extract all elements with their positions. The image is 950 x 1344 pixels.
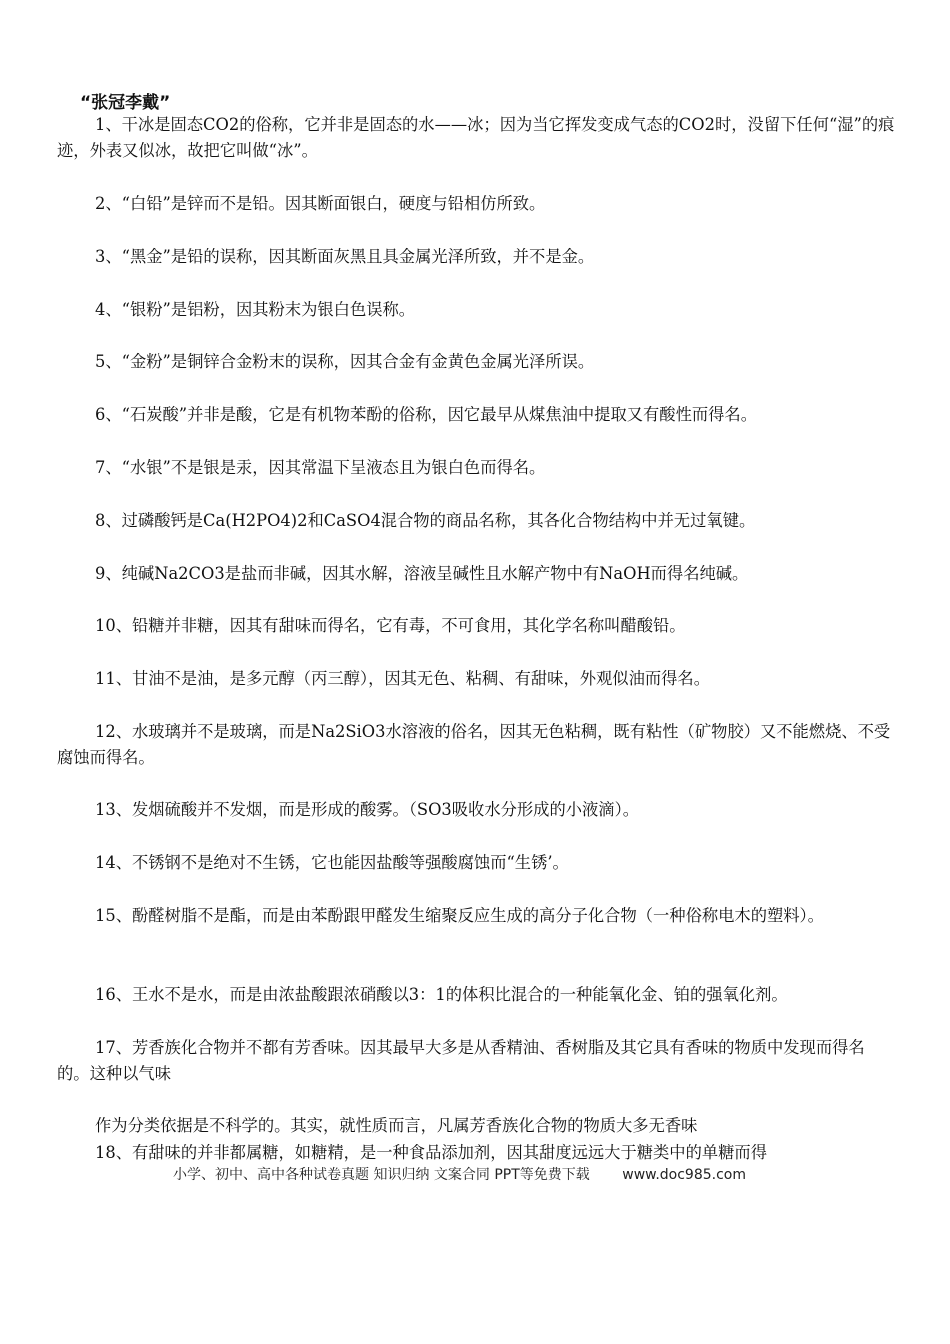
paragraph-15: 15、酚醛树脂不是酯，而是由苯酚跟甲醛发生缩聚反应生成的高分子化合物（一种俗称电木的塑料）。 — [95, 906, 824, 925]
paragraph-16: 16、王水不是水，而是由浓盐酸跟浓硝酸以3：1的体积比混合的一种能氧化金、铂的强氧化剂。 — [95, 985, 788, 1004]
paragraph-9: 9、纯碱Na2CO3是盐而非碱，因其水解，溶液呈碱性且水解产物中有NaOH而得名纯碱。 — [95, 564, 749, 583]
paragraph-7: 7、“水银”不是银是汞，因其常温下呈液态且为银白色而得名。 — [95, 458, 546, 477]
paragraph-13: 13、发烟硫酸并不发烟，而是形成的酸雾。（SO3吸收水分形成的小液滴）。 — [95, 800, 640, 819]
paragraph-14: 14、不锈钢不是绝对不生锈，它也能因盐酸等强酸腐蚀而“生锈’。 — [95, 853, 569, 872]
paragraph-10: 10、铅糖并非糖，因其有甜味而得名，它有毒，不可食用，其化学名称叫醋酸铅。 — [95, 616, 686, 635]
page-footer — [173, 1164, 746, 1184]
footer-text: 小学、初中、高中各种试卷真题 知识归纳 文案合同 PPT等免费下载 — [173, 1167, 590, 1183]
paragraph-8: 8、过磷酸钙是Ca(H2PO4)2和CaSO4混合物的商品名称，其各化合物结构中并无过氧键。 — [95, 511, 756, 530]
paragraph-18: 18、有甜味的并非都属糖，如糖精，是一种食品添加剂，因其甜度远远大于糖类中的单糖而得 — [95, 1143, 767, 1162]
paragraph-3: 3、“黑金”是铅的误称，因其断面灰黑且具金属光泽所致，并不是金。 — [95, 247, 595, 266]
paragraph-4: 4、“银粉”是铝粉，因其粉末为银白色误称。 — [95, 300, 416, 319]
paragraph-5: 5、“金粉”是铜锌合金粉末的误称，因其合金有金黄色金属光泽所误。 — [95, 352, 595, 371]
paragraph-12: 12、水玻璃并不是玻璃，而是Na2SiO3水溶液的俗名，因其无色粘稠，既有粘性（矿物胶）又不能燃烧、不受腐蚀而得名。 — [57, 722, 891, 767]
document-title: “张冠李戴” — [80, 93, 171, 113]
paragraph-1: 1、干冰是固态CO2的俗称，它并非是固态的水——冰；因为当它挥发变成气态的CO2时，没留下任何“湿”的痕迹，外表又似冰，故把它叫做“冰”。 — [57, 115, 895, 160]
footer-url[interactable]: www.doc985.com — [622, 1167, 746, 1183]
paragraph-6: 6、“石炭酸”并非是酸，它是有机物苯酚的俗称，因它最早从煤焦油中提取又有酸性而得名。 — [95, 405, 757, 424]
paragraph-17-continued: 作为分类依据是不科学的。其实，就性质而言，凡属芳香族化合物的物质大多无香味 — [95, 1116, 698, 1135]
paragraph-2: 2、“白铅”是锌而不是铅。因其断面银白，硬度与铅相仿所致。 — [95, 194, 546, 213]
paragraph-11: 11、甘油不是油，是多元醇（丙三醇），因其无色、粘稠、有甜味，外观似油而得名。 — [95, 669, 710, 688]
paragraph-17: 17、芳香族化合物并不都有芳香味。因其最早大多是从香精油、香树脂及其它具有香味的物质中发现而得名的。这种以气味 — [57, 1038, 865, 1083]
